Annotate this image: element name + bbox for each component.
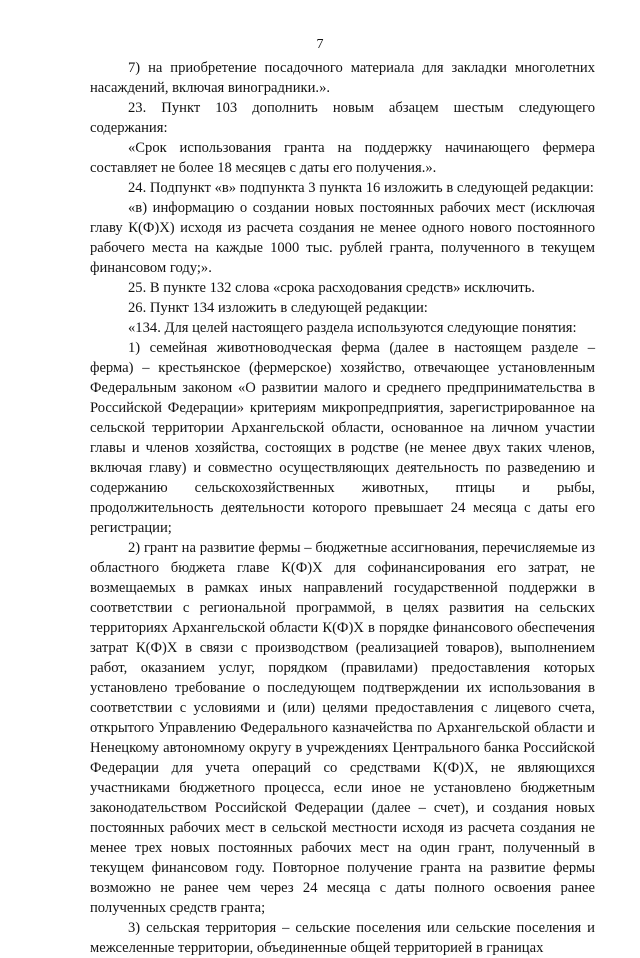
paragraph-definition-1: 1) семейная животноводческая ферма (далее в настоящем разделе – ферма) – крестьянское (фермерское) хозяйство, отвечающее установленным Федеральным законом «О развитии малого и среднего предпринимательства в Российской Федерации» критериям микропредприятия, зарегистрированное на сельской территории Архангельской области, основанное на личном участии главы и членов хозяйства, состоящих в родстве (не менее двух таких членов, включая главу) и совместно осуществляющих деятельность по разведению и содержанию сельскохозяйственных животных, птицы и рыбы, продолжительность деятельности которого превышает 24 месяца с даты его регистрации; — [90, 340, 595, 536]
paragraph-quote-subitem-v: «в) информацию о создании новых постоянных рабочих мест (исключая главу К(Ф)Х) исходя из расчета создания не менее одного нового постоянного рабочего места на каждые 1000 тыс. рублей гранта, полученного в текущем финансовом году;». — [90, 200, 595, 276]
paragraph-item-26: 26. Пункт 134 изложить в следующей редакции: — [128, 300, 428, 316]
paragraph-quote-grant-term: «Срок использования гранта на поддержку начинающего фермера составляет не более 18 месяцев с даты его получения.». — [90, 140, 595, 176]
paragraph-item-7: 7) на приобретение посадочного материала для закладки многолетних насаждений, включая виноградники.». — [90, 60, 595, 96]
paragraph-definition-2: 2) грант на развитие фермы – бюджетные ассигнования, перечисляемые из областного бюджета главе К(Ф)Х для софинансирования его затрат, не возмещаемых в рамках иных направлений государственной поддержки в соответствии с региональной программой, в целях развития на сельских территориях Архангельской области К(Ф)Х в порядке финансового обеспечения затрат К(Ф)Х в связи с производством (реализацией товаров), выполнением работ, оказанием услуг, порядком (правилами) предоставления которых установлено требование о последующем подтверждении их использования в соответствии с условиями и (или) целями предоставления с лицевого счета, открытого Управлению Федерального казначейства по Архангельской области и Ненецкому автономному округу в учреждениях Центрального банка Российской Федерации для учета операций со средствами К(Ф)Х, не являющихся участниками бюджетного процесса, если иное не установлено бюджетным законодательством Российской Федерации (далее – счет), и создания новых постоянных рабочих мест в сельской местности исходя из расчета создания не менее трех новых постоянных рабочих мест на один грант, полученный в текущем финансовом году. Повторное получение гранта на развитие фермы возможно не ранее чем через 24 месяца с даты полного освоения ранее полученных средств гранта; — [90, 540, 595, 916]
paragraph-item-23: 23. Пункт 103 дополнить новым абзацем шестым следующего содержания: — [90, 100, 595, 136]
paragraph-item-25: 25. В пункте 132 слова «срока расходования средств» исключить. — [128, 280, 535, 296]
document-body — [90, 58, 595, 958]
page-number: 7 — [316, 37, 324, 52]
paragraph-item-134-intro: «134. Для целей настоящего раздела используются следующие понятия: — [128, 320, 577, 336]
paragraph-definition-3: 3) сельская территория – сельские поселения или сельские поселения и межселенные территории, объединенные общей территорией в границах — [90, 920, 595, 956]
paragraph-item-24: 24. Подпункт «в» подпункта 3 пункта 16 изложить в следующей редакции: — [128, 180, 594, 196]
